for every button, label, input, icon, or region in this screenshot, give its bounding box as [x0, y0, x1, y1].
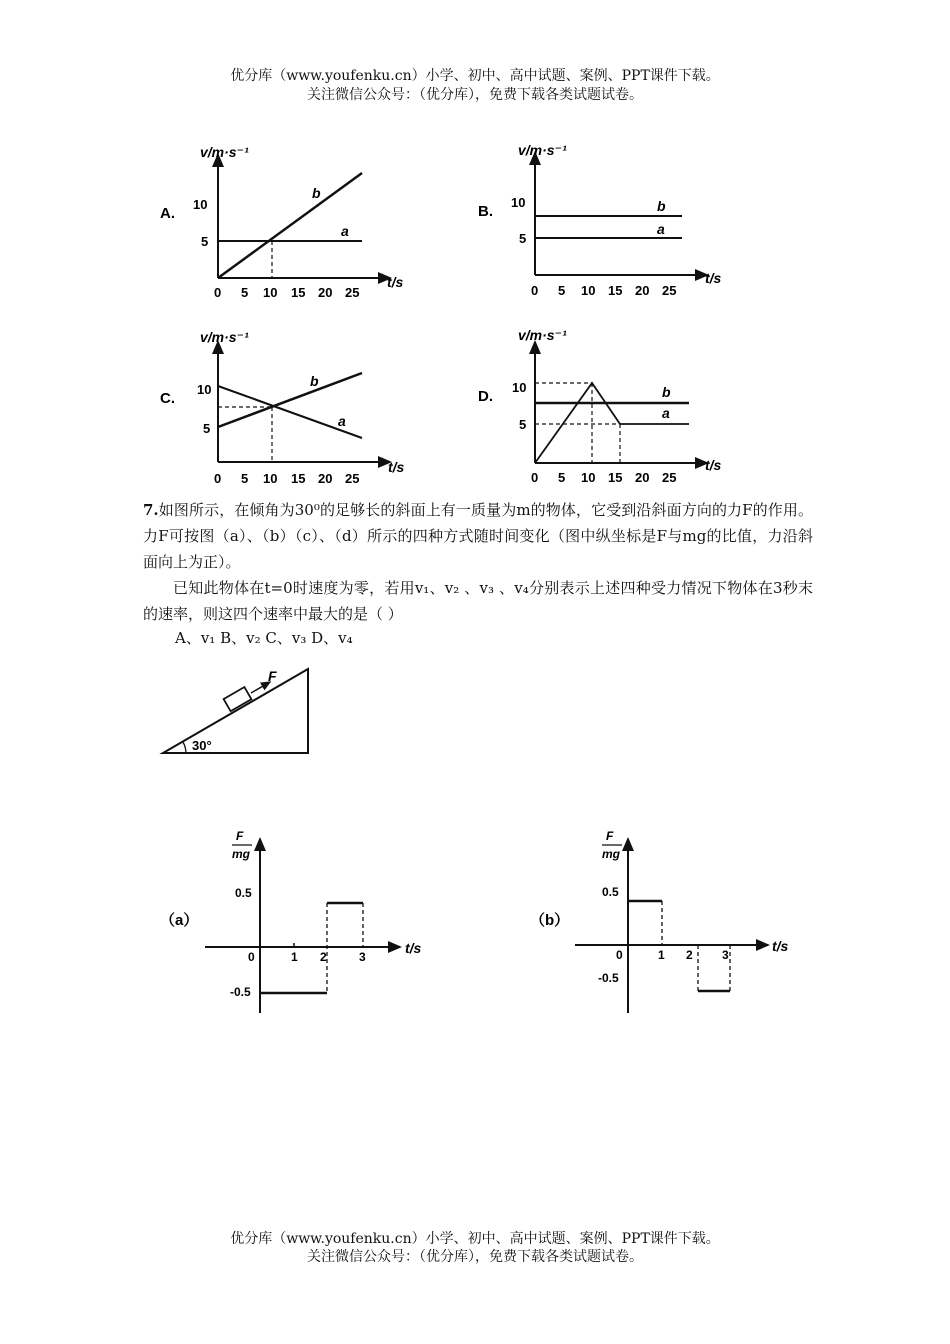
series-a-label: a — [338, 413, 346, 429]
x-tick: 15 — [291, 471, 306, 486]
series-b-label: b — [657, 198, 666, 214]
incline-diagram — [158, 662, 318, 762]
y-axis-label: v/m·s⁻¹ — [200, 329, 249, 345]
x-axis-label: t/s — [405, 940, 422, 956]
y-tick: 10 — [193, 197, 208, 212]
x-tick: 5 — [241, 471, 249, 486]
y-tick-neg: -0.5 — [598, 971, 619, 985]
x-tick: 20 — [635, 283, 650, 298]
header-line-2: 关注微信公众号：（优分库），免费下载各类试题试卷。 — [307, 87, 643, 103]
x-tick: 15 — [608, 470, 623, 485]
series-b-label: b — [312, 185, 321, 201]
question-7-paragraph-1 — [143, 497, 813, 575]
series-b-label: b — [662, 384, 671, 400]
x-tick: 15 — [291, 285, 306, 300]
x-tick: 25 — [345, 471, 360, 486]
x-tick: 25 — [345, 285, 360, 300]
y-tick-pos: 0.5 — [602, 885, 619, 899]
x-tick: 5 — [558, 283, 566, 298]
x-tick: 15 — [608, 283, 623, 298]
x-tick-zero: 0 — [248, 950, 255, 964]
question-text: 如图所示，在倾角为30⁰的足够长的斜面上有一质量为m的物体，它受到沿斜面方向的力F的作用。力F可按图（a）、（b）（c）、（d）所示的四种方式随时间变化（图中纵坐标是F与mg的比值，力沿斜面向上为正）。 — [143, 501, 813, 571]
y-tick: 10 — [511, 195, 526, 210]
x-tick: 10 — [263, 285, 278, 300]
x-tick: 10 — [581, 470, 596, 485]
x-tick: 10 — [581, 283, 596, 298]
x-tick: 20 — [318, 285, 333, 300]
incline-wedge — [163, 669, 308, 753]
series-a-label: a — [657, 221, 665, 237]
y-tick: 10 — [512, 380, 527, 395]
option-label: C. — [160, 390, 175, 407]
x-tick: 0 — [531, 470, 539, 485]
series-a-line — [218, 386, 362, 438]
force-graph-b — [530, 825, 800, 1020]
x-axis-label: t/s — [705, 270, 722, 286]
x-tick: 5 — [558, 470, 566, 485]
vt-graph-d — [475, 322, 745, 487]
y-tick: 10 — [197, 382, 212, 397]
y-tick: 5 — [201, 234, 209, 249]
y-tick-neg: -0.5 — [230, 985, 251, 999]
x-tick: 0 — [214, 285, 222, 300]
footer-line-2: 关注微信公众号：（优分库），免费下载各类试题试卷。 — [307, 1249, 643, 1265]
x-axis-label: t/s — [388, 459, 405, 475]
x-tick: 10 — [263, 471, 278, 486]
y-axis-label: v/m·s⁻¹ — [518, 142, 567, 158]
x-tick: 20 — [635, 470, 650, 485]
x-axis-label: t/s — [772, 938, 789, 954]
y-label-top: F — [236, 829, 244, 843]
force-graph-a — [160, 825, 430, 1020]
x-tick-zero: 0 — [616, 948, 623, 962]
series-b-label: b — [310, 373, 319, 389]
header-line-1: 优分库（www.youfenku.cn）小学、初中、高中试题、案例、PPT课件下载。 — [230, 68, 720, 84]
force-label: F — [268, 668, 277, 684]
footer-line-1: 优分库（www.youfenku.cn）小学、初中、高中试题、案例、PPT课件下载。 — [230, 1231, 720, 1247]
x-tick: 25 — [662, 470, 677, 485]
x-tick-2: 2 — [320, 950, 327, 964]
y-label-bottom: mg — [232, 847, 250, 861]
series-a-label: a — [341, 223, 349, 239]
y-axis-label: v/m·s⁻¹ — [518, 327, 567, 343]
y-label-bottom: mg — [602, 847, 620, 861]
question-number: 7. — [143, 501, 159, 519]
y-tick: 5 — [519, 417, 527, 432]
x-tick-1: 1 — [291, 950, 298, 964]
vt-graph-a — [155, 135, 425, 305]
x-tick-3: 3 — [359, 950, 366, 964]
series-a-label: a — [662, 405, 670, 421]
panel-label: （a） — [160, 912, 199, 929]
option-label: B. — [478, 203, 493, 220]
question-7-options: A、v₁ B、v₂ C、v₃ D、v₄ — [175, 629, 353, 647]
x-axis-label: t/s — [705, 457, 722, 473]
x-tick-2: 2 — [686, 948, 693, 962]
x-tick: 0 — [531, 283, 539, 298]
y-tick: 5 — [519, 231, 527, 246]
angle-arc — [183, 742, 186, 753]
x-axis-label: t/s — [387, 274, 404, 290]
vt-graph-b — [475, 135, 745, 305]
y-tick: 5 — [203, 421, 211, 436]
x-tick: 20 — [318, 471, 333, 486]
x-tick: 0 — [214, 471, 222, 486]
y-axis-label: v/m·s⁻¹ — [200, 144, 249, 160]
x-tick: 5 — [241, 285, 249, 300]
x-tick-3: 3 — [722, 948, 729, 962]
option-label: A. — [160, 205, 175, 222]
x-tick: 25 — [662, 283, 677, 298]
vt-graph-c — [155, 322, 425, 487]
panel-label: （b） — [530, 912, 570, 929]
angle-label: 30° — [192, 738, 212, 753]
y-label-top: F — [606, 829, 614, 843]
y-tick-pos: 0.5 — [235, 886, 252, 900]
question-7-paragraph-2: 已知此物体在t=0时速度为零，若用v₁、v₂ 、v₃ 、v₄分别表示上述四种受力情况下物体在3秒末的速率，则这四个速率中最大的是（ ） — [143, 579, 813, 623]
option-label: D. — [478, 388, 493, 405]
block — [224, 687, 252, 711]
x-tick-1: 1 — [658, 948, 665, 962]
